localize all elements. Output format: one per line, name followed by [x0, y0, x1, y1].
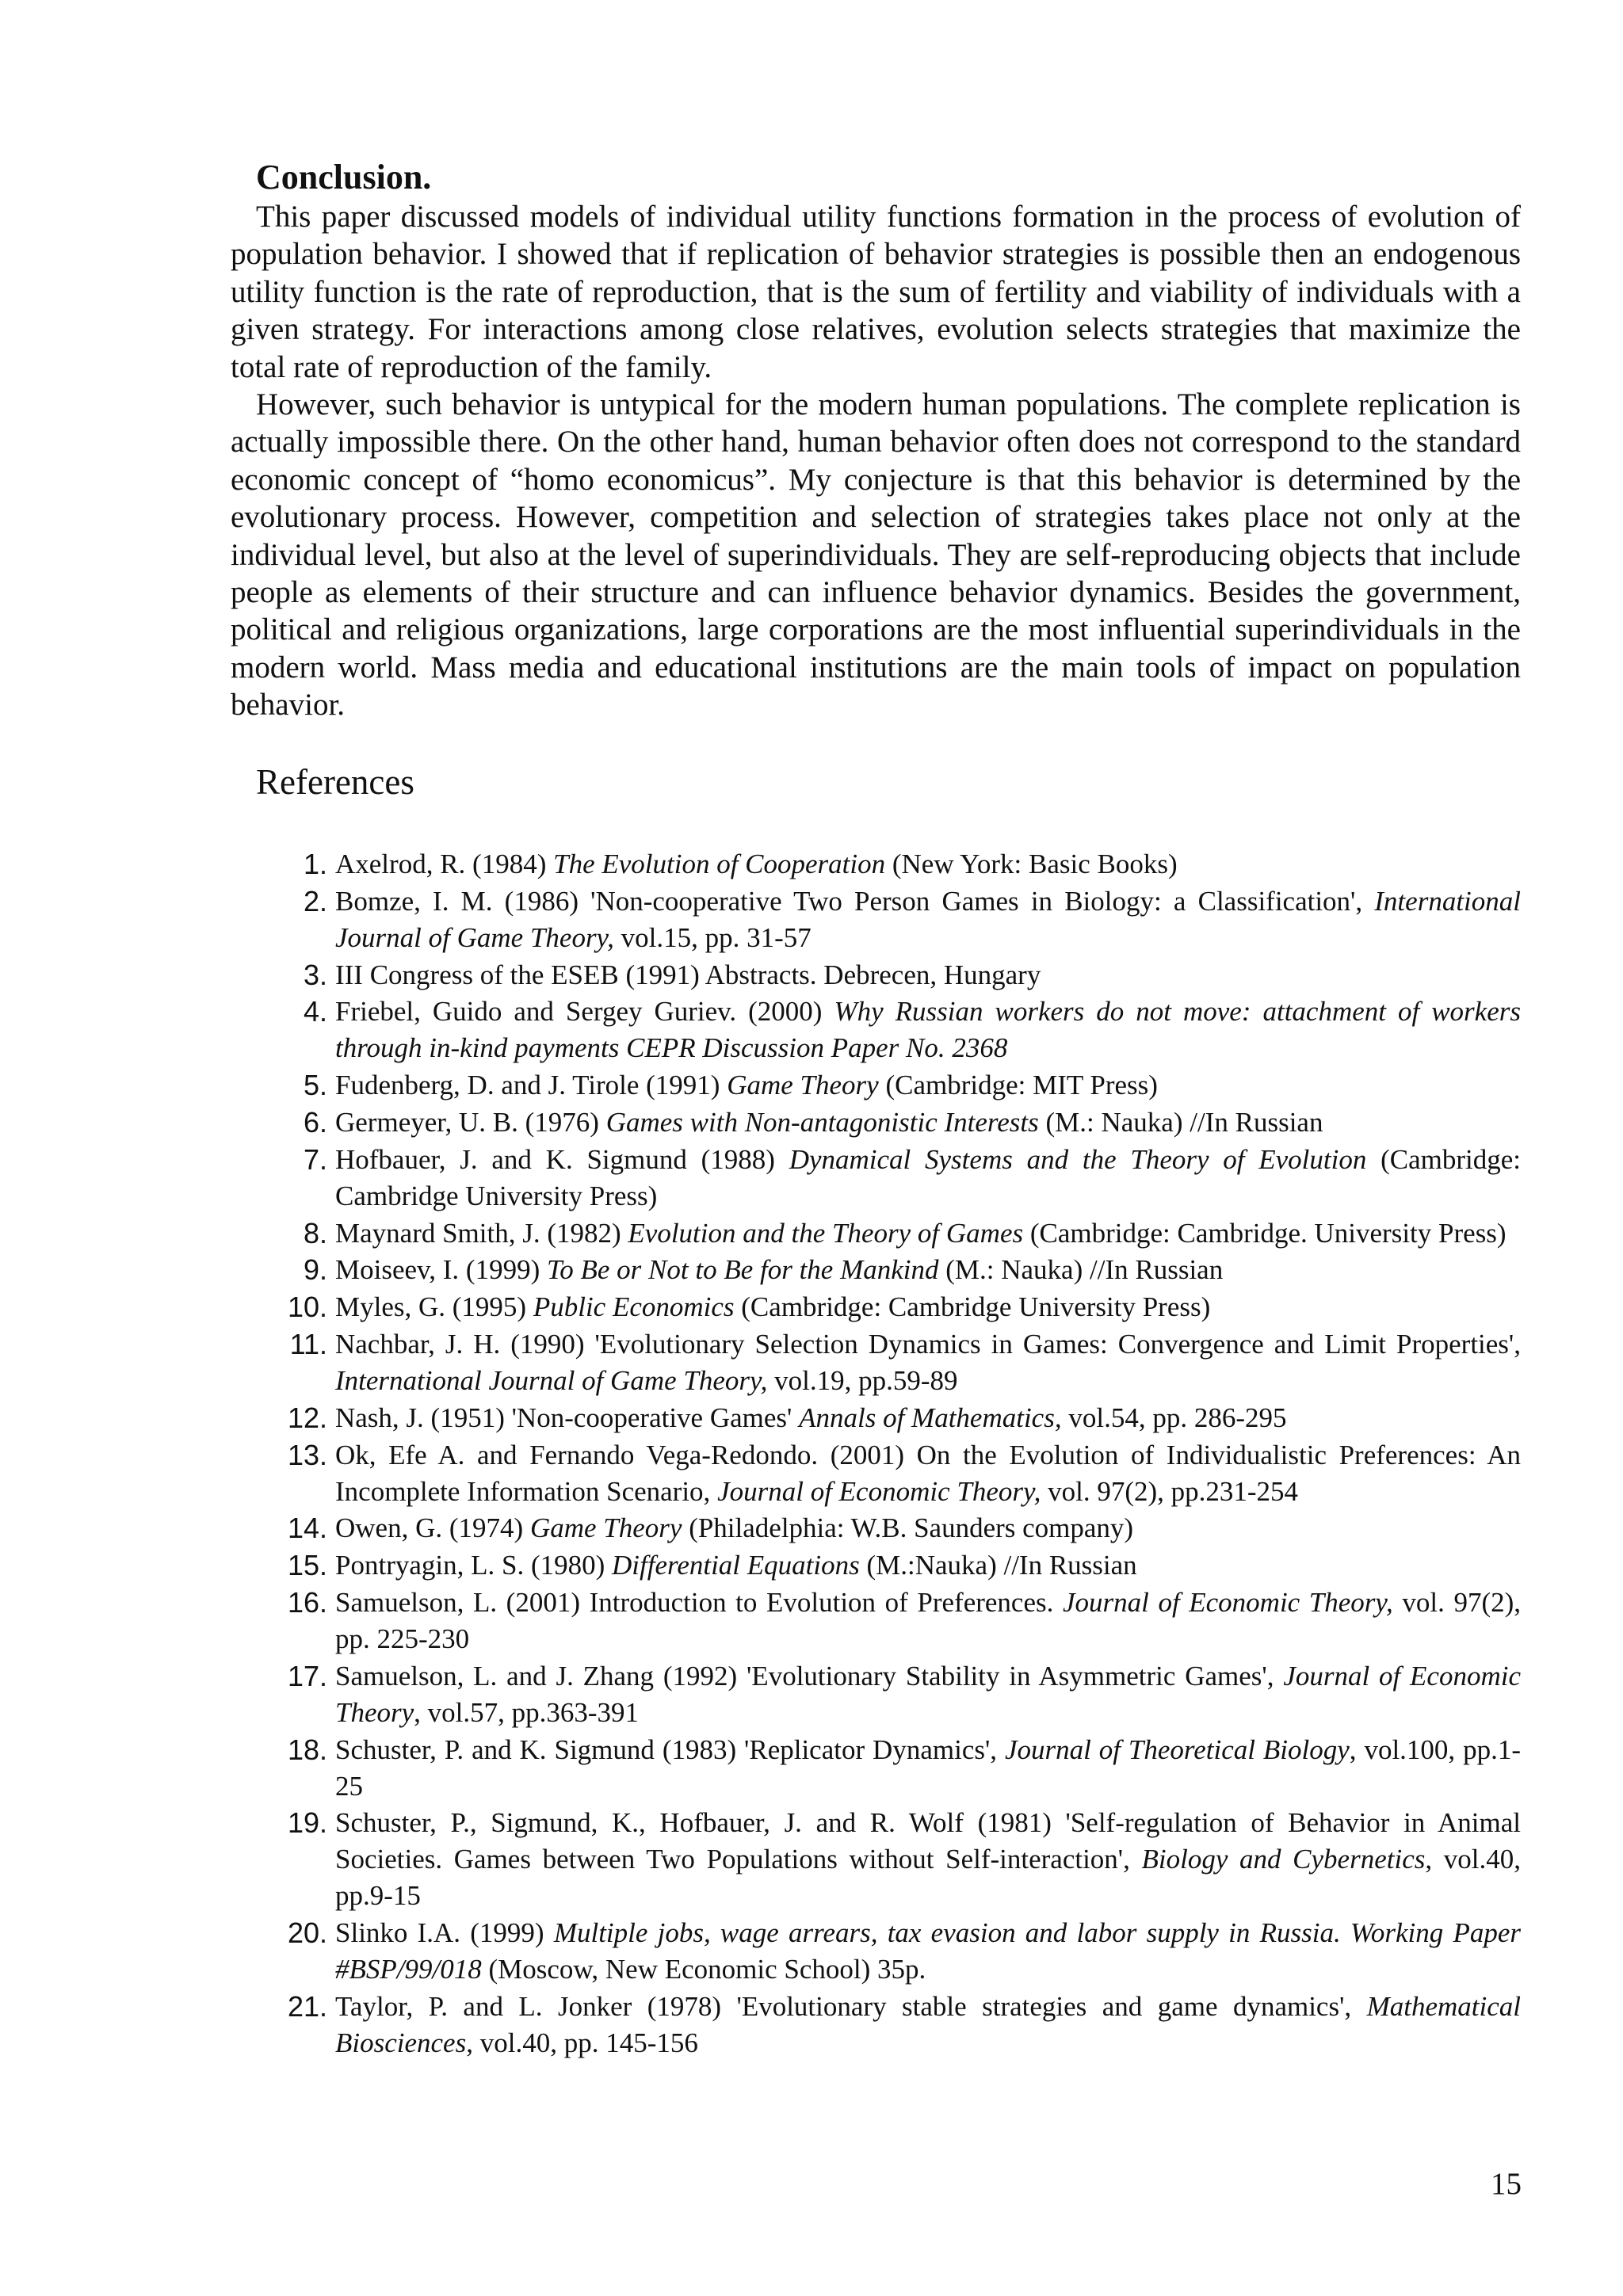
reference-text-plain: vol. 97(2), pp. 225-230	[335, 1586, 1522, 1654]
reference-text-plain: vol. 97(2), pp.231-254	[1041, 1475, 1299, 1507]
reference-item	[275, 957, 1521, 994]
reference-text-italic: Journal of Economic Theory,	[1062, 1586, 1393, 1618]
reference-text	[335, 1547, 1521, 1584]
reference-number: 14.	[287, 1512, 327, 1545]
reference-text-plain: (Philadelphia: W.B. Saunders company)	[682, 1512, 1134, 1544]
reference-text-plain: (M.: Nauka) //In Russian	[1038, 1106, 1323, 1138]
conclusion-body	[231, 198, 1521, 724]
reference-text	[335, 1510, 1521, 1547]
reference-text-plain: (M.:Nauka) //In Russian	[859, 1550, 1137, 1581]
reference-text-plain: vol.54, pp. 286-295	[1061, 1402, 1287, 1433]
reference-text-italic: Annals of Mathematics,	[799, 1402, 1062, 1433]
reference-text-plain: Schuster, P. and K. Sigmund (1983) 'Replicator Dynamics',	[335, 1733, 1005, 1765]
reference-text	[335, 883, 1521, 956]
reference-list	[275, 846, 1521, 2062]
reference-item	[275, 1289, 1521, 1325]
reference-text-italic: Evolution and the Theory of Games	[628, 1217, 1024, 1249]
reference-number: 21.	[287, 1989, 327, 2023]
reference-text-italic: Journal of Economic Theory	[335, 1660, 1521, 1728]
reference-text-plain: Nachbar, J. H. (1990) 'Evolutionary Selection Dynamics in Games: Convergence and Limit Properties',	[335, 1328, 1521, 1360]
reference-text-plain: Maynard Smith, J. (1982)	[335, 1217, 628, 1249]
reference-item	[275, 1510, 1521, 1547]
reference-item	[275, 883, 1521, 956]
reference-text-italic: Multiple jobs, wage arrears, tax evasion and labor supply in Russia. Working Paper #BSP/99/018	[335, 1917, 1522, 1985]
reference-text	[335, 1104, 1521, 1141]
reference-text-plain: Taylor, P. and L. Jonker (1978) 'Evolutionary stable strategies and game dynamics',	[335, 1990, 1367, 2022]
reference-text-plain: (Cambridge: MIT Press)	[878, 1070, 1158, 1101]
reference-text-plain: Hofbauer, J. and K. Sigmund (1988)	[335, 1143, 789, 1175]
reference-item	[275, 1215, 1521, 1252]
references-heading: References	[256, 762, 414, 802]
reference-text-plain: (Cambridge: Cambridge. University Press)	[1023, 1217, 1507, 1249]
reference-text-plain: (M.: Nauka) //In Russian	[938, 1254, 1224, 1286]
reference-text-italic: Journal of Theoretical Biology	[1004, 1733, 1350, 1765]
reference-item	[275, 1585, 1521, 1657]
reference-text-plain: (New York: Basic Books)	[885, 849, 1178, 879]
reference-text-plain: (Cambridge: Cambridge University Press)	[335, 1143, 1521, 1211]
reference-text-italic: Dynamical Systems and the Theory of Evolution	[789, 1143, 1367, 1175]
reference-number: 3.	[303, 958, 327, 991]
reference-number: 15.	[287, 1549, 327, 1582]
reference-text-italic: Public Economics	[533, 1291, 735, 1323]
reference-number: 4.	[303, 995, 327, 1028]
reference-item	[275, 1326, 1521, 1399]
reference-number: 8.	[303, 1216, 327, 1249]
reference-item	[275, 1400, 1521, 1436]
reference-item	[275, 1104, 1521, 1141]
reference-text-plain: vol.19, pp.59-89	[767, 1364, 958, 1396]
reference-number: 10.	[287, 1291, 327, 1324]
section-heading: Conclusion.	[256, 158, 432, 196]
reference-text-plain: Friebel, Guido and Sergey Guriev. (2000)	[335, 996, 834, 1028]
reference-text-plain: Ok, Efe A. and Fernando Vega-Redondo. (2001) On the Evolution of Individualistic Preferences: An Incomplete Information Scenario,	[335, 1439, 1521, 1507]
reference-item	[275, 1915, 1521, 1988]
reference-item	[275, 1547, 1521, 1584]
reference-text-italic: Game Theory	[529, 1512, 682, 1544]
reference-number: 11.	[289, 1327, 327, 1360]
reference-text-plain: , vol.40, pp.9-15	[335, 1844, 1521, 1912]
reference-number: 16.	[287, 1585, 327, 1619]
reference-text	[335, 1215, 1521, 1252]
reference-text-plain: III Congress of the ESEB (1991) Abstracts. Debrecen, Hungary	[335, 959, 1041, 990]
reference-text	[335, 1989, 1521, 2061]
reference-text	[335, 1915, 1521, 1988]
reference-number: 7.	[303, 1142, 327, 1176]
reference-text	[335, 1142, 1521, 1215]
page-number: 15	[1491, 2167, 1522, 2201]
reference-item	[275, 846, 1521, 883]
reference-text	[335, 1805, 1521, 1914]
reference-item	[275, 1658, 1521, 1731]
reference-text	[335, 1252, 1521, 1288]
reference-text	[335, 1067, 1521, 1104]
reference-text-plain: , vol.40, pp. 145-156	[466, 2027, 698, 2058]
reference-text-italic: Why Russian workers do not move: attachment of workers through in-kind payments CEPR Discussion Paper No. 2368	[335, 996, 1521, 1064]
reference-text-italic: International Journal of Game Theory,	[335, 885, 1521, 953]
reference-text-plain: Germeyer, U. B. (1976)	[335, 1106, 606, 1138]
reference-text-plain: , vol.100, pp.1-25	[335, 1733, 1521, 1802]
reference-text	[335, 1326, 1521, 1399]
reference-text-italic: The Evolution of Cooperation	[553, 849, 886, 879]
reference-text-plain: vol.15, pp. 31-57	[613, 921, 812, 953]
reference-text-plain: Pontryagin, L. S. (1980)	[335, 1550, 613, 1581]
reference-text	[335, 1732, 1521, 1805]
reference-text	[335, 1585, 1521, 1657]
reference-text-plain: Schuster, P., Sigmund, K., Hofbauer, J. and R. Wolf (1981) 'Self-regulation of Behavior in Animal Societies. Games between Two Populations without Self-interaction',	[335, 1807, 1521, 1875]
reference-text	[335, 957, 1521, 994]
reference-text-plain: , vol.57, pp.363-391	[414, 1696, 640, 1728]
reference-text	[335, 1289, 1521, 1325]
reference-item	[275, 1437, 1521, 1510]
reference-number: 2.	[303, 884, 327, 917]
reference-item	[275, 1067, 1521, 1104]
reference-text-italic: Differential Equations	[612, 1550, 860, 1581]
reference-text-italic: Mathematical Biosciences	[335, 1990, 1521, 2058]
reference-text-italic: Journal of Economic Theory,	[717, 1475, 1041, 1507]
reference-text-plain: (Moscow, New Economic School) 35p.	[481, 1954, 926, 1985]
reference-number: 5.	[303, 1069, 327, 1102]
reference-number: 9.	[303, 1253, 327, 1287]
paragraph: However, such behavior is untypical for the modern human populations. The complete replication is actually impossible there. On the other hand, human behavior often does not correspond to the standard economic concept of “homo economicus”. My conjecture is that this behavior is determined by the evolutionary process. However, competition and selection of strategies takes place not only at the individual level, but also at the level of superindividuals. They are self-reproducing objects that include people as elements of their structure and can influence behavior dynamics. Besides the government, political and religious organizations, large corporations are the most influential superindividuals in the modern world. Mass media and educational institutions are the main tools of impact on population behavior.	[231, 387, 1521, 723]
reference-text-plain: Bomze, I. M. (1986) 'Non-cooperative Two Person Games in Biology: a Classification',	[335, 885, 1375, 917]
reference-text-plain: Fudenberg, D. and J. Tirole (1991)	[335, 1070, 727, 1101]
reference-text-plain: Samuelson, L. (2001) Introduction to Evolution of Preferences.	[335, 1586, 1063, 1618]
reference-number: 19.	[287, 1806, 327, 1840]
reference-text-plain: Slinko I.A. (1999)	[335, 1917, 554, 1949]
reference-item	[275, 1805, 1521, 1914]
reference-text-plain: Moiseev, I. (1999)	[335, 1254, 547, 1286]
reference-number: 1.	[303, 848, 327, 880]
reference-text	[335, 1437, 1521, 1510]
reference-text-italic: Biology and Cybernetics	[1141, 1844, 1426, 1875]
reference-text	[335, 1400, 1521, 1436]
reference-text-italic: Games with Non-antagonistic Interests	[605, 1106, 1039, 1138]
reference-text-plain: Axelrod, R. (1984)	[335, 849, 554, 879]
reference-text	[335, 1658, 1521, 1731]
reference-text-plain: (Cambridge: Cambridge University Press)	[734, 1291, 1211, 1323]
reference-text-plain: Samuelson, L. and J. Zhang (1992) 'Evolutionary Stability in Asymmetric Games',	[335, 1660, 1284, 1691]
reference-item	[275, 1142, 1521, 1215]
paragraph: This paper discussed models of individual utility functions formation in the process of evolution of population behavior. I showed that if replication of behavior strategies is possible then an endogenous utility function is the rate of reproduction, that is the sum of fertility and viability of individuals with a given strategy. For interactions among close relatives, evolution selects strategies that maximize the total rate of reproduction of the family.	[231, 200, 1521, 384]
reference-text-italic: To Be or Not to Be for the Mankind	[546, 1254, 939, 1286]
reference-number: 13.	[287, 1438, 327, 1471]
reference-number: 18.	[287, 1733, 327, 1766]
reference-text	[335, 846, 1521, 883]
reference-item	[275, 1989, 1521, 2061]
reference-item	[275, 1732, 1521, 1805]
reference-text	[335, 994, 1521, 1066]
reference-text-italic: Game Theory	[727, 1070, 879, 1101]
reference-number: 6.	[303, 1105, 327, 1138]
reference-text-italic: International Journal of Game Theory,	[335, 1364, 768, 1396]
reference-text-plain: Owen, G. (1974)	[335, 1512, 530, 1544]
reference-number: 17.	[287, 1659, 327, 1692]
reference-number: 20.	[287, 1917, 327, 1950]
reference-number: 12.	[287, 1401, 327, 1434]
reference-text-plain: Nash, J. (1951) 'Non-cooperative Games'	[335, 1402, 800, 1433]
reference-text-plain: Myles, G. (1995)	[335, 1291, 533, 1323]
reference-item	[275, 1252, 1521, 1288]
reference-item	[275, 994, 1521, 1066]
